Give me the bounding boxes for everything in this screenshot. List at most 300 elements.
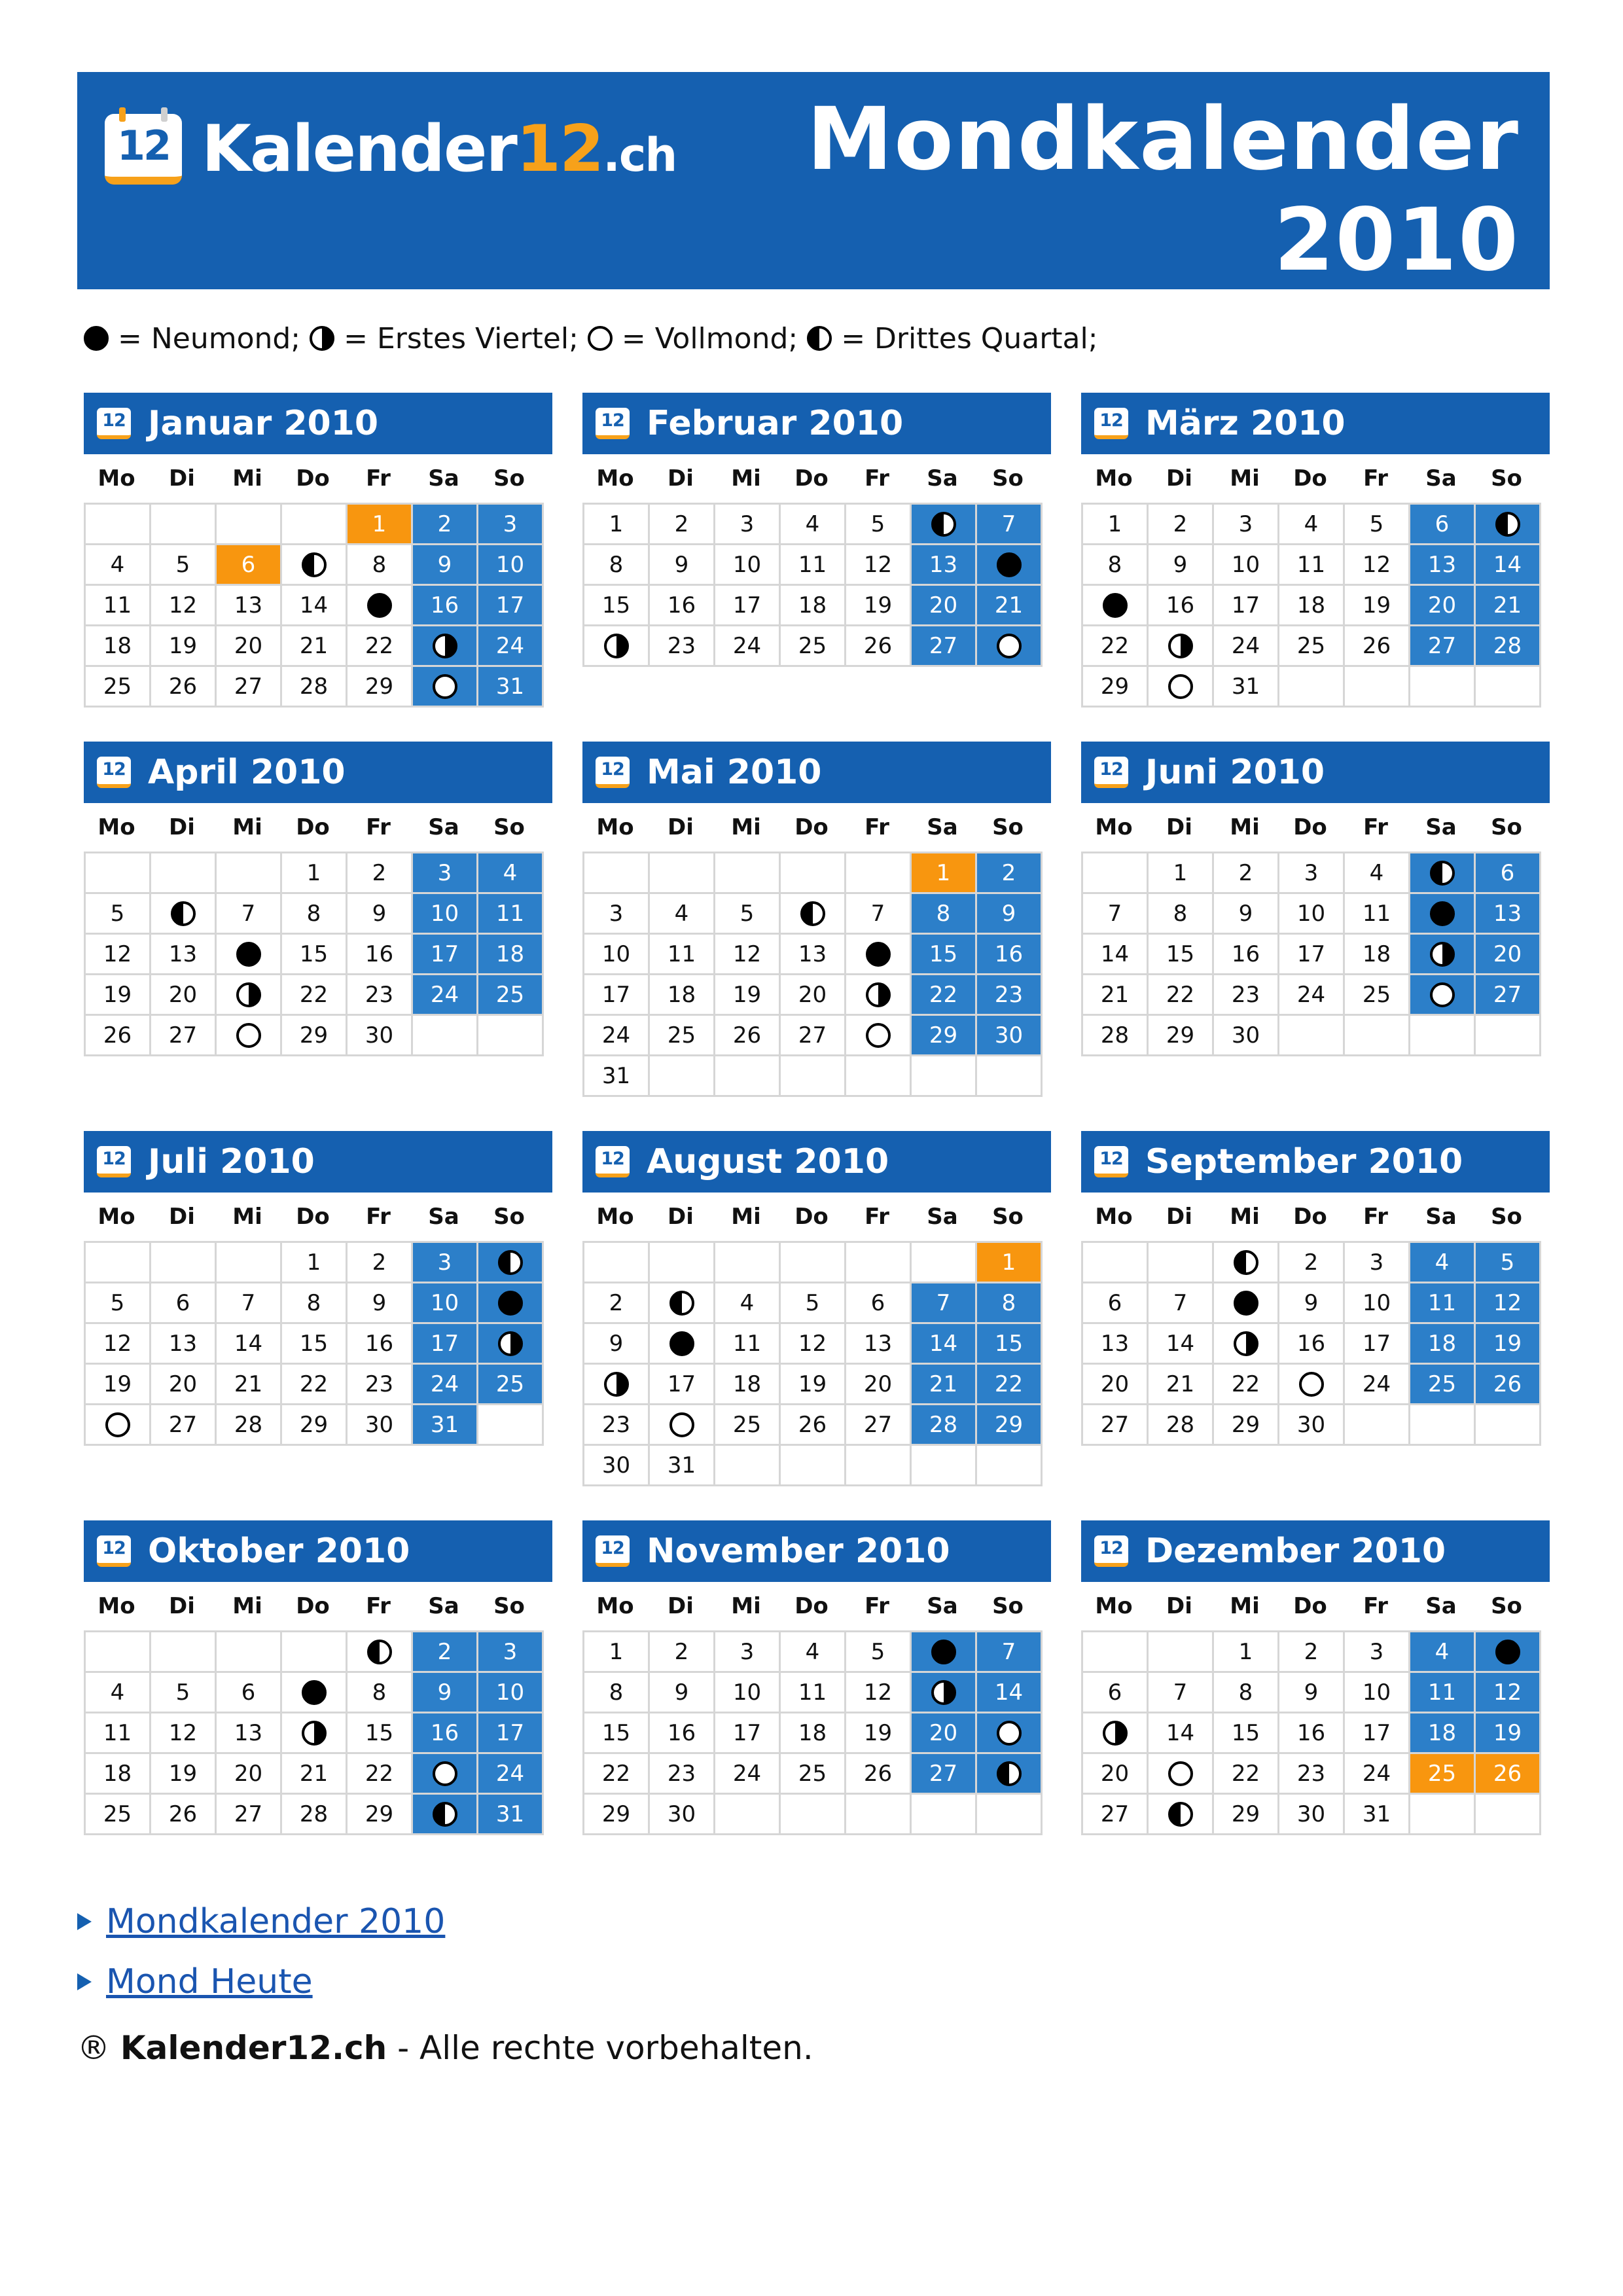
day-cell[interactable]: 15	[1214, 1713, 1279, 1754]
day-cell[interactable]: 12	[1476, 1283, 1541, 1324]
day-cell[interactable]: 20	[217, 626, 282, 667]
day-cell[interactable]	[282, 1713, 348, 1754]
day-cell[interactable]: 27	[1083, 1405, 1149, 1446]
day-cell[interactable]: 18	[715, 1365, 781, 1405]
day-cell[interactable]: 26	[151, 1795, 217, 1835]
day-cell[interactable]: 22	[1149, 975, 1214, 1016]
day-cell[interactable]: 17	[1214, 586, 1279, 626]
day-cell[interactable]	[846, 935, 912, 975]
day-cell[interactable]: 17	[478, 1713, 544, 1754]
day-cell[interactable]: 30	[1279, 1405, 1345, 1446]
day-cell[interactable]: 4	[650, 894, 715, 935]
day-cell[interactable]: 6	[1476, 853, 1541, 894]
day-cell[interactable]: 25	[478, 1365, 544, 1405]
day-cell[interactable]: 8	[348, 1673, 413, 1713]
day-cell[interactable]	[1149, 626, 1214, 667]
day-cell[interactable]: 9	[413, 1673, 478, 1713]
day-cell[interactable]: 12	[151, 1713, 217, 1754]
day-cell[interactable]: 29	[977, 1405, 1043, 1446]
day-cell[interactable]: 21	[282, 626, 348, 667]
day-cell[interactable]: 10	[715, 1673, 781, 1713]
day-cell[interactable]: 22	[282, 1365, 348, 1405]
day-cell[interactable]: 31	[584, 1056, 650, 1097]
day-cell[interactable]: 20	[151, 1365, 217, 1405]
day-cell[interactable]: 20	[912, 1713, 977, 1754]
day-cell[interactable]: 16	[1214, 935, 1279, 975]
day-cell[interactable]: 2	[1279, 1632, 1345, 1673]
day-cell[interactable]: 24	[478, 626, 544, 667]
day-cell[interactable]: 4	[1279, 505, 1345, 545]
day-cell[interactable]: 10	[1214, 545, 1279, 586]
day-cell[interactable]: 6	[217, 1673, 282, 1713]
day-cell[interactable]: 29	[1083, 667, 1149, 708]
day-cell[interactable]: 14	[1149, 1324, 1214, 1365]
day-cell[interactable]: 21	[977, 586, 1043, 626]
day-cell[interactable]: 23	[1214, 975, 1279, 1016]
day-cell[interactable]: 5	[151, 545, 217, 586]
day-cell[interactable]: 29	[584, 1795, 650, 1835]
day-cell[interactable]: 24	[715, 626, 781, 667]
day-cell[interactable]: 29	[348, 667, 413, 708]
day-cell[interactable]: 15	[282, 1324, 348, 1365]
day-cell[interactable]: 16	[650, 586, 715, 626]
day-cell[interactable]: 16	[348, 1324, 413, 1365]
day-cell[interactable]: 9	[1149, 545, 1214, 586]
link-mondkalender-2010[interactable]: Mondkalender 2010	[106, 1902, 446, 1941]
day-cell[interactable]: 5	[846, 505, 912, 545]
day-cell[interactable]: 17	[1345, 1713, 1410, 1754]
day-cell[interactable]	[217, 1016, 282, 1056]
day-cell[interactable]: 27	[151, 1016, 217, 1056]
day-cell[interactable]	[650, 1283, 715, 1324]
day-cell[interactable]: 19	[86, 1365, 151, 1405]
day-cell[interactable]	[413, 667, 478, 708]
day-cell[interactable]: 22	[282, 975, 348, 1016]
day-cell[interactable]: 21	[912, 1365, 977, 1405]
day-cell[interactable]: 30	[977, 1016, 1043, 1056]
day-cell[interactable]: 5	[1476, 1243, 1541, 1283]
day-cell[interactable]: 17	[715, 586, 781, 626]
day-cell[interactable]: 25	[781, 1754, 846, 1795]
day-cell[interactable]: 12	[781, 1324, 846, 1365]
day-cell[interactable]: 28	[282, 667, 348, 708]
day-cell[interactable]: 13	[1410, 545, 1476, 586]
day-cell[interactable]: 19	[846, 1713, 912, 1754]
day-cell[interactable]	[1214, 1243, 1279, 1283]
day-cell[interactable]: 29	[912, 1016, 977, 1056]
day-cell[interactable]: 22	[1214, 1754, 1279, 1795]
day-cell[interactable]: 9	[1279, 1283, 1345, 1324]
day-cell[interactable]: 1	[584, 505, 650, 545]
day-cell[interactable]	[781, 894, 846, 935]
day-cell[interactable]	[1410, 894, 1476, 935]
day-cell[interactable]: 17	[413, 1324, 478, 1365]
day-cell[interactable]: 17	[1345, 1324, 1410, 1365]
day-cell[interactable]: 16	[413, 1713, 478, 1754]
day-cell[interactable]: 8	[977, 1283, 1043, 1324]
day-cell[interactable]: 27	[912, 626, 977, 667]
day-cell[interactable]	[977, 1754, 1043, 1795]
day-cell[interactable]: 3	[715, 1632, 781, 1673]
day-cell[interactable]: 16	[1149, 586, 1214, 626]
day-cell[interactable]	[1083, 1713, 1149, 1754]
day-cell[interactable]: 30	[1279, 1795, 1345, 1835]
day-cell[interactable]: 8	[1149, 894, 1214, 935]
day-cell[interactable]: 25	[650, 1016, 715, 1056]
day-cell[interactable]: 2	[413, 1632, 478, 1673]
day-cell[interactable]: 18	[86, 1754, 151, 1795]
day-cell[interactable]: 15	[584, 586, 650, 626]
day-cell[interactable]: 25	[715, 1405, 781, 1446]
day-cell[interactable]: 9	[977, 894, 1043, 935]
day-cell[interactable]: 5	[715, 894, 781, 935]
day-cell[interactable]: 31	[1214, 667, 1279, 708]
day-cell[interactable]	[413, 1754, 478, 1795]
day-cell[interactable]: 6	[151, 1283, 217, 1324]
day-cell[interactable]: 29	[348, 1795, 413, 1835]
day-cell[interactable]: 29	[282, 1405, 348, 1446]
day-cell[interactable]: 22	[912, 975, 977, 1016]
day-cell[interactable]: 12	[86, 935, 151, 975]
day-cell[interactable]	[413, 626, 478, 667]
day-cell[interactable]: 16	[1279, 1324, 1345, 1365]
day-cell[interactable]: 18	[1279, 586, 1345, 626]
day-cell[interactable]: 25	[1410, 1754, 1476, 1795]
day-cell[interactable]: 1	[282, 1243, 348, 1283]
day-cell[interactable]: 18	[86, 626, 151, 667]
day-cell[interactable]: 25	[1410, 1365, 1476, 1405]
day-cell[interactable]: 31	[478, 667, 544, 708]
day-cell[interactable]: 31	[478, 1795, 544, 1835]
day-cell[interactable]: 29	[282, 1016, 348, 1056]
day-cell[interactable]: 27	[1083, 1795, 1149, 1835]
day-cell[interactable]: 19	[715, 975, 781, 1016]
day-cell[interactable]: 12	[151, 586, 217, 626]
day-cell[interactable]: 15	[977, 1324, 1043, 1365]
day-cell[interactable]: 4	[86, 1673, 151, 1713]
day-cell[interactable]: 17	[413, 935, 478, 975]
day-cell[interactable]: 18	[478, 935, 544, 975]
day-cell[interactable]: 30	[650, 1795, 715, 1835]
day-cell[interactable]: 24	[715, 1754, 781, 1795]
day-cell[interactable]	[478, 1324, 544, 1365]
day-cell[interactable]: 24	[1214, 626, 1279, 667]
day-cell[interactable]: 15	[584, 1713, 650, 1754]
day-cell[interactable]	[977, 545, 1043, 586]
day-cell[interactable]: 17	[584, 975, 650, 1016]
day-cell[interactable]: 2	[977, 853, 1043, 894]
day-cell[interactable]: 20	[151, 975, 217, 1016]
day-cell[interactable]: 7	[912, 1283, 977, 1324]
day-cell[interactable]: 4	[1410, 1632, 1476, 1673]
day-cell[interactable]: 11	[1410, 1283, 1476, 1324]
day-cell[interactable]	[846, 975, 912, 1016]
day-cell[interactable]: 7	[1083, 894, 1149, 935]
day-cell[interactable]: 1	[584, 1632, 650, 1673]
day-cell[interactable]: 23	[348, 975, 413, 1016]
day-cell[interactable]: 28	[1083, 1016, 1149, 1056]
day-cell[interactable]: 18	[781, 586, 846, 626]
day-cell[interactable]: 12	[846, 1673, 912, 1713]
day-cell[interactable]: 11	[86, 586, 151, 626]
day-cell[interactable]: 27	[781, 1016, 846, 1056]
day-cell[interactable]: 7	[977, 1632, 1043, 1673]
day-cell[interactable]: 20	[217, 1754, 282, 1795]
day-cell[interactable]: 4	[1410, 1243, 1476, 1283]
day-cell[interactable]: 20	[1083, 1365, 1149, 1405]
day-cell[interactable]: 30	[1214, 1016, 1279, 1056]
day-cell[interactable]: 3	[715, 505, 781, 545]
day-cell[interactable]	[650, 1324, 715, 1365]
day-cell[interactable]: 10	[478, 545, 544, 586]
day-cell[interactable]	[650, 1405, 715, 1446]
day-cell[interactable]: 1	[282, 853, 348, 894]
day-cell[interactable]: 13	[1083, 1324, 1149, 1365]
day-cell[interactable]: 2	[650, 505, 715, 545]
day-cell[interactable]	[1279, 1365, 1345, 1405]
day-cell[interactable]: 11	[1279, 545, 1345, 586]
day-cell[interactable]: 2	[1149, 505, 1214, 545]
day-cell[interactable]: 22	[348, 626, 413, 667]
day-cell[interactable]: 4	[86, 545, 151, 586]
day-cell[interactable]: 14	[912, 1324, 977, 1365]
day-cell[interactable]: 2	[1279, 1243, 1345, 1283]
day-cell[interactable]: 6	[1083, 1673, 1149, 1713]
day-cell[interactable]: 3	[413, 853, 478, 894]
day-cell[interactable]: 15	[348, 1713, 413, 1754]
day-cell[interactable]: 3	[1345, 1632, 1410, 1673]
day-cell[interactable]: 3	[478, 505, 544, 545]
day-cell[interactable]: 1	[977, 1243, 1043, 1283]
day-cell[interactable]: 31	[650, 1446, 715, 1486]
day-cell[interactable]: 30	[348, 1405, 413, 1446]
day-cell[interactable]: 28	[1476, 626, 1541, 667]
day-cell[interactable]	[478, 1283, 544, 1324]
day-cell[interactable]	[1149, 1754, 1214, 1795]
day-cell[interactable]: 18	[1410, 1324, 1476, 1365]
day-cell[interactable]: 13	[912, 545, 977, 586]
day-cell[interactable]: 26	[1476, 1754, 1541, 1795]
day-cell[interactable]: 5	[86, 894, 151, 935]
day-cell[interactable]: 13	[217, 586, 282, 626]
day-cell[interactable]: 23	[650, 1754, 715, 1795]
day-cell[interactable]: 2	[348, 1243, 413, 1283]
day-cell[interactable]	[912, 1673, 977, 1713]
day-cell[interactable]	[977, 1713, 1043, 1754]
day-cell[interactable]: 1	[348, 505, 413, 545]
day-cell[interactable]: 7	[217, 1283, 282, 1324]
day-cell[interactable]: 17	[478, 586, 544, 626]
day-cell[interactable]: 14	[977, 1673, 1043, 1713]
day-cell[interactable]	[1149, 667, 1214, 708]
day-cell[interactable]: 9	[1279, 1673, 1345, 1713]
day-cell[interactable]: 11	[781, 545, 846, 586]
day-cell[interactable]	[1214, 1283, 1279, 1324]
day-cell[interactable]: 24	[1279, 975, 1345, 1016]
day-cell[interactable]	[1410, 853, 1476, 894]
day-cell[interactable]: 5	[151, 1673, 217, 1713]
day-cell[interactable]: 11	[715, 1324, 781, 1365]
day-cell[interactable]: 4	[1345, 853, 1410, 894]
day-cell[interactable]	[1476, 505, 1541, 545]
day-cell[interactable]: 2	[650, 1632, 715, 1673]
day-cell[interactable]: 11	[1410, 1673, 1476, 1713]
day-cell[interactable]: 1	[912, 853, 977, 894]
day-cell[interactable]: 20	[781, 975, 846, 1016]
day-cell[interactable]: 11	[86, 1713, 151, 1754]
day-cell[interactable]	[348, 1632, 413, 1673]
day-cell[interactable]: 25	[478, 975, 544, 1016]
day-cell[interactable]: 26	[1476, 1365, 1541, 1405]
day-cell[interactable]: 16	[413, 586, 478, 626]
day-cell[interactable]: 6	[1410, 505, 1476, 545]
day-cell[interactable]: 26	[86, 1016, 151, 1056]
day-cell[interactable]: 17	[715, 1713, 781, 1754]
day-cell[interactable]: 28	[282, 1795, 348, 1835]
day-cell[interactable]: 24	[1345, 1365, 1410, 1405]
day-cell[interactable]: 23	[1279, 1754, 1345, 1795]
day-cell[interactable]	[1083, 586, 1149, 626]
day-cell[interactable]: 11	[650, 935, 715, 975]
day-cell[interactable]: 2	[413, 505, 478, 545]
day-cell[interactable]	[86, 1405, 151, 1446]
day-cell[interactable]: 2	[1214, 853, 1279, 894]
day-cell[interactable]: 1	[1149, 853, 1214, 894]
day-cell[interactable]: 14	[217, 1324, 282, 1365]
day-cell[interactable]: 7	[1149, 1673, 1214, 1713]
day-cell[interactable]	[977, 626, 1043, 667]
day-cell[interactable]: 8	[282, 894, 348, 935]
day-cell[interactable]: 26	[846, 1754, 912, 1795]
day-cell[interactable]: 8	[1214, 1673, 1279, 1713]
day-cell[interactable]: 24	[584, 1016, 650, 1056]
day-cell[interactable]: 25	[1345, 975, 1410, 1016]
day-cell[interactable]: 12	[1476, 1673, 1541, 1713]
day-cell[interactable]	[151, 894, 217, 935]
day-cell[interactable]: 22	[1214, 1365, 1279, 1405]
day-cell[interactable]	[217, 975, 282, 1016]
day-cell[interactable]: 8	[348, 545, 413, 586]
day-cell[interactable]: 3	[584, 894, 650, 935]
day-cell[interactable]: 15	[282, 935, 348, 975]
day-cell[interactable]: 2	[348, 853, 413, 894]
day-cell[interactable]: 3	[1279, 853, 1345, 894]
day-cell[interactable]: 10	[1345, 1673, 1410, 1713]
day-cell[interactable]: 5	[781, 1283, 846, 1324]
day-cell[interactable]: 8	[912, 894, 977, 935]
day-cell[interactable]: 10	[413, 1283, 478, 1324]
day-cell[interactable]: 13	[846, 1324, 912, 1365]
day-cell[interactable]: 24	[413, 975, 478, 1016]
day-cell[interactable]: 7	[846, 894, 912, 935]
day-cell[interactable]: 21	[1149, 1365, 1214, 1405]
day-cell[interactable]: 15	[912, 935, 977, 975]
day-cell[interactable]: 27	[217, 1795, 282, 1835]
day-cell[interactable]: 23	[977, 975, 1043, 1016]
day-cell[interactable]: 27	[912, 1754, 977, 1795]
day-cell[interactable]: 19	[781, 1365, 846, 1405]
day-cell[interactable]: 21	[1476, 586, 1541, 626]
day-cell[interactable]: 31	[413, 1405, 478, 1446]
day-cell[interactable]: 3	[1345, 1243, 1410, 1283]
day-cell[interactable]: 19	[151, 1754, 217, 1795]
day-cell[interactable]: 22	[348, 1754, 413, 1795]
day-cell[interactable]	[348, 586, 413, 626]
day-cell[interactable]	[282, 545, 348, 586]
day-cell[interactable]: 29	[1149, 1016, 1214, 1056]
day-cell[interactable]: 16	[977, 935, 1043, 975]
day-cell[interactable]: 24	[478, 1754, 544, 1795]
day-cell[interactable]: 22	[1083, 626, 1149, 667]
day-cell[interactable]: 31	[1345, 1795, 1410, 1835]
day-cell[interactable]: 29	[1214, 1795, 1279, 1835]
day-cell[interactable]: 6	[217, 545, 282, 586]
day-cell[interactable]: 7	[217, 894, 282, 935]
day-cell[interactable]: 9	[348, 1283, 413, 1324]
day-cell[interactable]: 4	[781, 1632, 846, 1673]
day-cell[interactable]: 12	[846, 545, 912, 586]
link-mond-heute[interactable]: Mond Heute	[106, 1962, 313, 2001]
day-cell[interactable]: 30	[584, 1446, 650, 1486]
day-cell[interactable]: 9	[413, 545, 478, 586]
day-cell[interactable]: 20	[1410, 586, 1476, 626]
day-cell[interactable]: 10	[478, 1673, 544, 1713]
day-cell[interactable]: 10	[584, 935, 650, 975]
day-cell[interactable]: 25	[781, 626, 846, 667]
day-cell[interactable]: 14	[1083, 935, 1149, 975]
day-cell[interactable]: 11	[478, 894, 544, 935]
day-cell[interactable]: 10	[715, 545, 781, 586]
day-cell[interactable]: 10	[1345, 1283, 1410, 1324]
day-cell[interactable]: 19	[1476, 1713, 1541, 1754]
day-cell[interactable]: 21	[282, 1754, 348, 1795]
day-cell[interactable]: 14	[1476, 545, 1541, 586]
day-cell[interactable]: 23	[348, 1365, 413, 1405]
day-cell[interactable]	[282, 1673, 348, 1713]
day-cell[interactable]: 29	[1214, 1405, 1279, 1446]
day-cell[interactable]: 1	[1083, 505, 1149, 545]
day-cell[interactable]: 26	[781, 1405, 846, 1446]
day-cell[interactable]: 7	[1149, 1283, 1214, 1324]
day-cell[interactable]: 19	[151, 626, 217, 667]
day-cell[interactable]: 26	[715, 1016, 781, 1056]
day-cell[interactable]: 13	[217, 1713, 282, 1754]
day-cell[interactable]: 5	[846, 1632, 912, 1673]
day-cell[interactable]: 11	[1345, 894, 1410, 935]
day-cell[interactable]: 10	[413, 894, 478, 935]
day-cell[interactable]	[584, 626, 650, 667]
day-cell[interactable]: 2	[584, 1283, 650, 1324]
day-cell[interactable]: 7	[977, 505, 1043, 545]
day-cell[interactable]	[584, 1365, 650, 1405]
day-cell[interactable]: 26	[846, 626, 912, 667]
day-cell[interactable]	[413, 1795, 478, 1835]
day-cell[interactable]: 28	[912, 1405, 977, 1446]
day-cell[interactable]: 22	[977, 1365, 1043, 1405]
day-cell[interactable]: 27	[151, 1405, 217, 1446]
day-cell[interactable]: 25	[1279, 626, 1345, 667]
day-cell[interactable]	[1214, 1324, 1279, 1365]
day-cell[interactable]	[1476, 1632, 1541, 1673]
day-cell[interactable]: 8	[584, 1673, 650, 1713]
day-cell[interactable]: 28	[1149, 1405, 1214, 1446]
day-cell[interactable]: 17	[650, 1365, 715, 1405]
day-cell[interactable]: 27	[217, 667, 282, 708]
day-cell[interactable]: 18	[1410, 1713, 1476, 1754]
day-cell[interactable]: 21	[1083, 975, 1149, 1016]
day-cell[interactable]: 27	[1410, 626, 1476, 667]
day-cell[interactable]: 10	[1279, 894, 1345, 935]
